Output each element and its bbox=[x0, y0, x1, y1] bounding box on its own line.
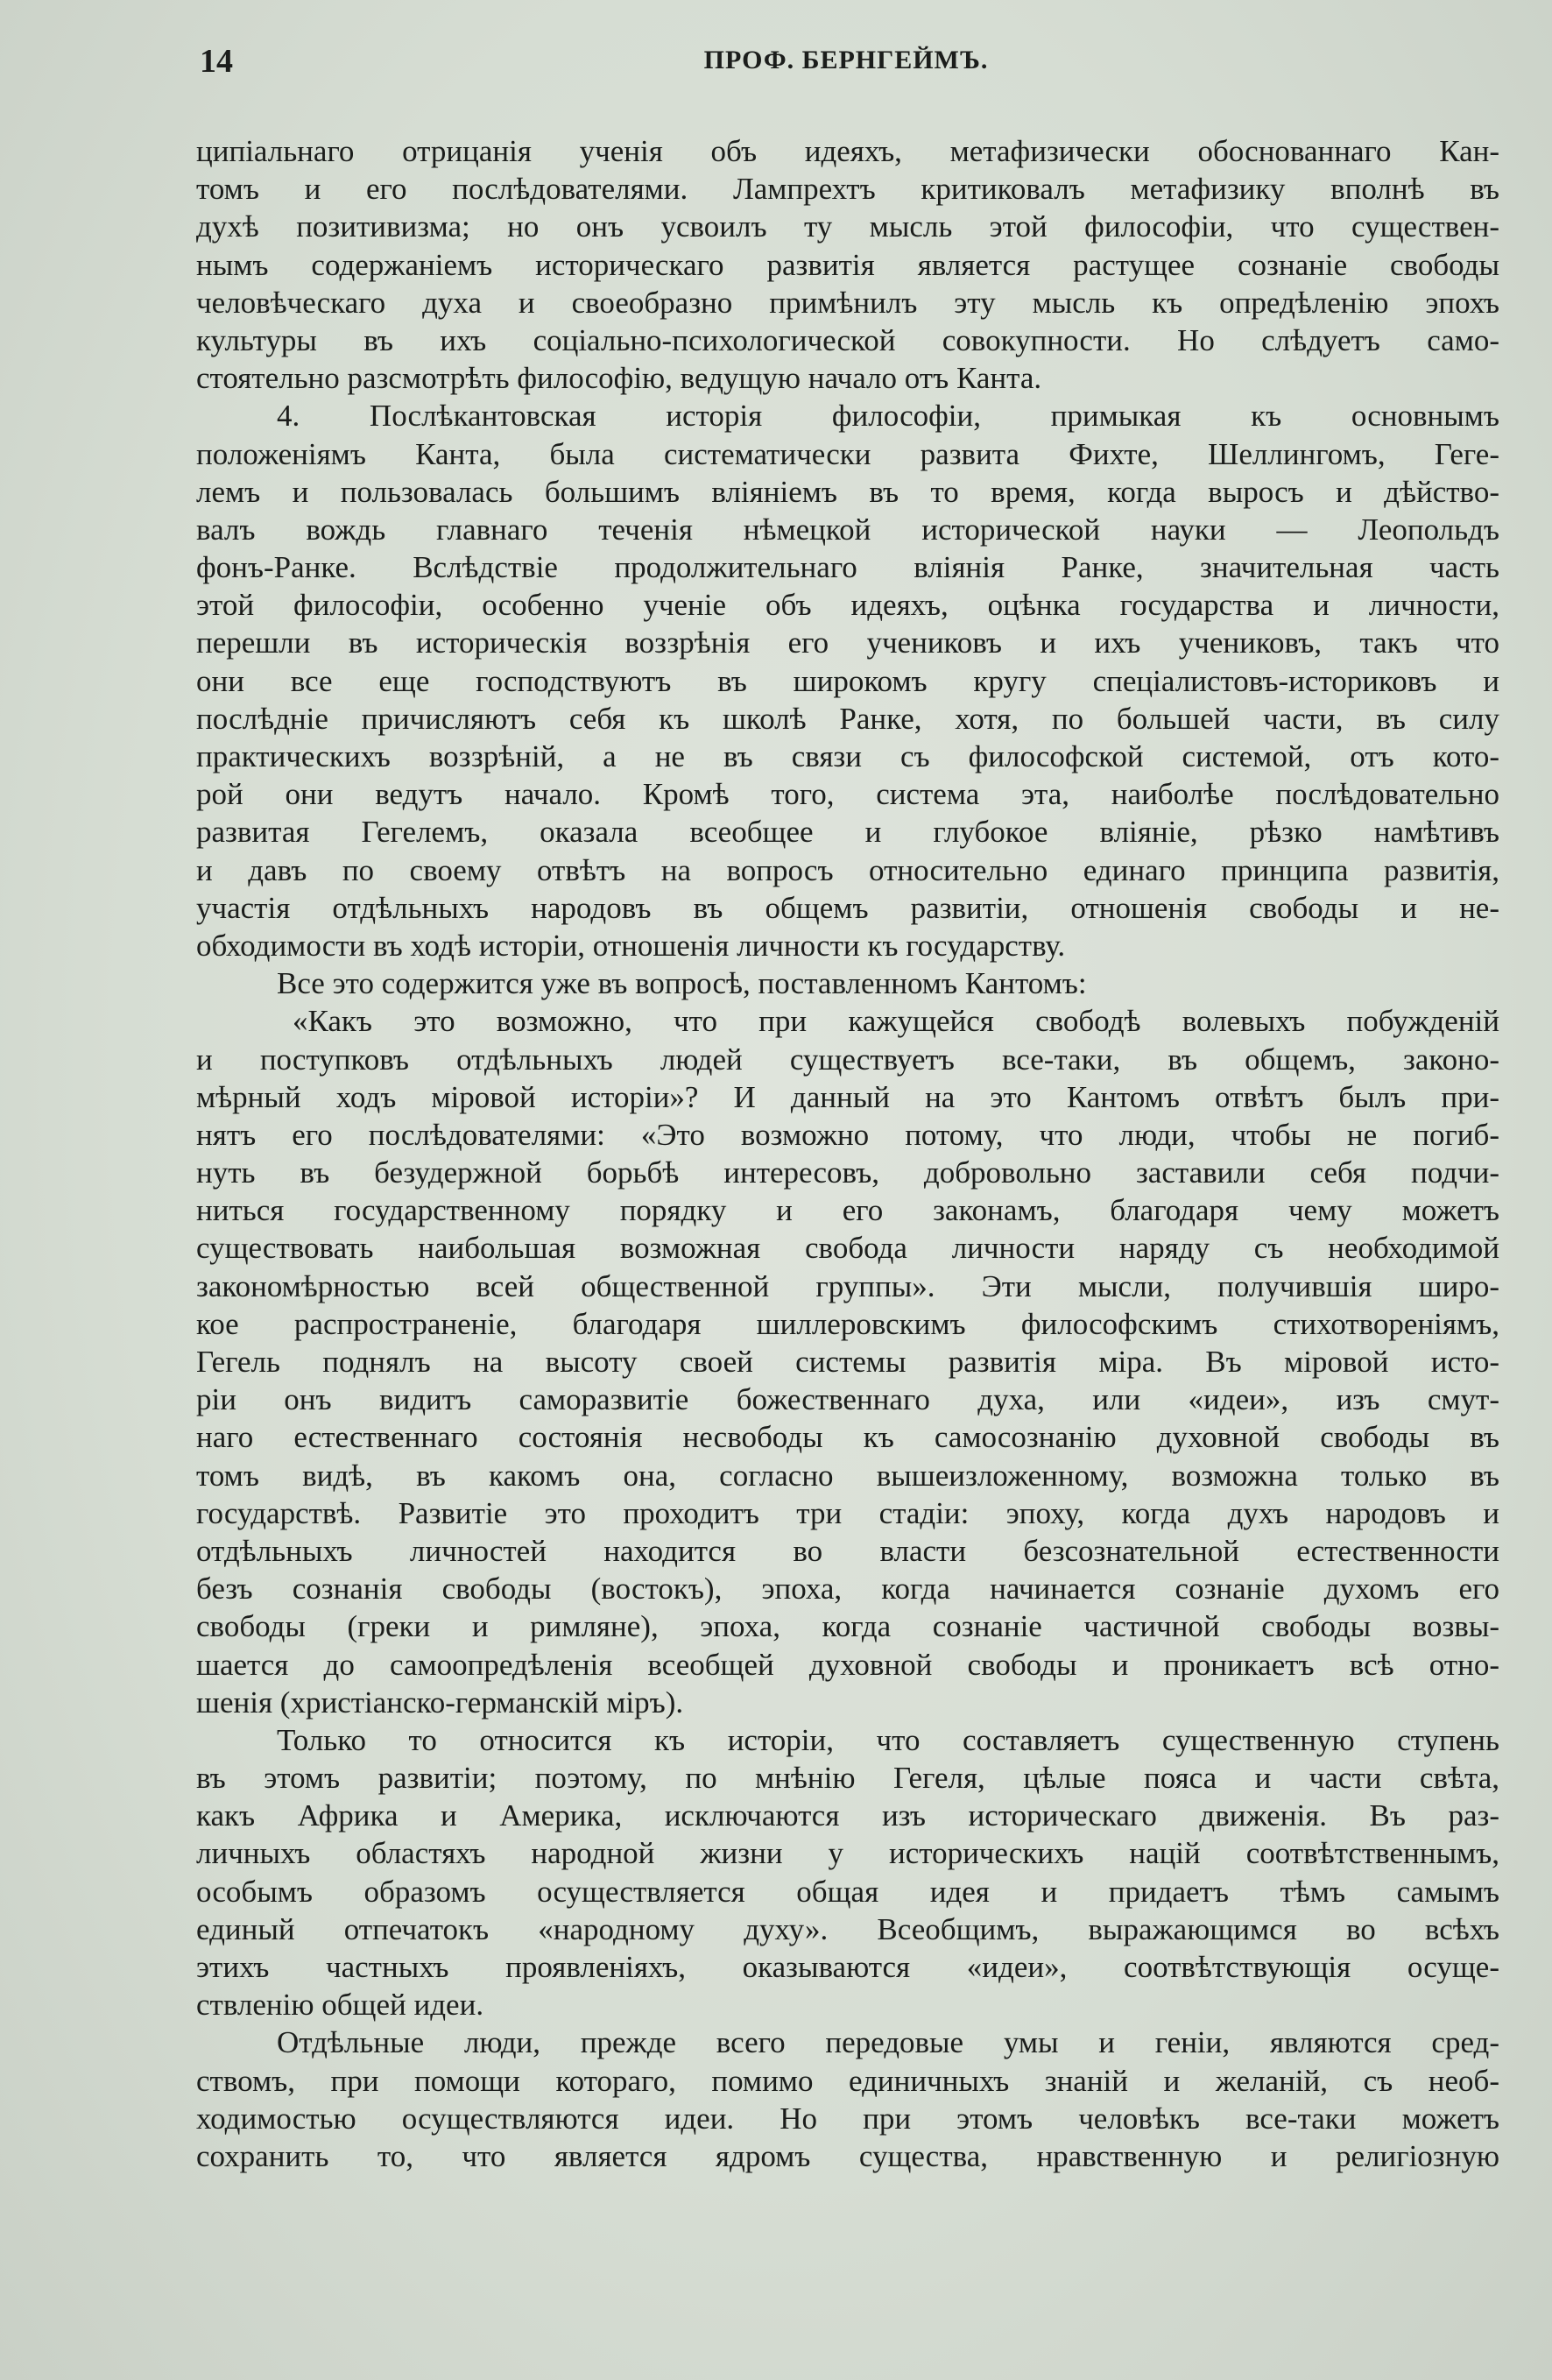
text-line: Гегель поднялъ на высоту своей системы развитія міра. Въ міровой исто- bbox=[196, 1345, 1499, 1379]
text-line: обходимости въ ходѣ исторіи, отношенія личности къ государству. bbox=[196, 928, 1066, 963]
text-line: развитая Гегелемъ, оказала всеобщее и глубокое вліяніе, рѣзко намѣтивъ bbox=[196, 815, 1499, 850]
text-line: кое распространеніе, благодаря шиллеровскимъ философскимъ стихотвореніямъ, bbox=[196, 1306, 1499, 1341]
text-line: Только то относится къ исторіи, что составляетъ существенную ступень bbox=[277, 1722, 1499, 1757]
text-line: валъ вождь главнаго теченія нѣмецкой исторической науки — Леопольдъ bbox=[196, 512, 1499, 547]
paragraph bbox=[196, 397, 1499, 964]
text-line: лемъ и пользовалась большимъ вліяніемъ въ то время, когда выросъ и дѣйство- bbox=[196, 474, 1499, 509]
text-line: рой они ведутъ начало. Кромѣ того, система эта, наиболѣе послѣдовательно bbox=[196, 777, 1499, 812]
text-line: фонъ-Ранке. Вслѣдствіе продолжительнаго вліянія Ранке, значительная часть bbox=[196, 550, 1499, 585]
text-line: «Какъ это возможно, что при кажущейся свободѣ волевыхъ побужденій bbox=[293, 1004, 1499, 1039]
text-line: ствомъ, при помощи котораго, помимо единичныхъ знаній и желаній, съ необ- bbox=[196, 2063, 1499, 2098]
page-number: 14 bbox=[200, 43, 233, 80]
text-line: томъ и его послѣдователями. Лампрехтъ критиковалъ метафизику вполнѣ въ bbox=[196, 172, 1499, 207]
text-line: они все еще господствуютъ въ широкомъ кругу спеціалистовъ-историковъ и bbox=[196, 663, 1499, 698]
paragraph bbox=[196, 132, 1499, 397]
text-line: ципіальнаго отрицанія ученія объ идеяхъ, метафизически обоснованнаго Кан- bbox=[196, 134, 1499, 168]
text-line: единый отпечатокъ «народному духу». Всеобщимъ, выражающимся во всѣхъ bbox=[196, 1911, 1499, 1946]
text-line: отдѣльныхъ личностей находится во власти безсознательной естественности bbox=[196, 1533, 1499, 1568]
text-line: практическихъ воззрѣній, а не въ связи съ философской системой, отъ кото- bbox=[196, 739, 1499, 773]
text-line: положеніямъ Канта, была систематически развита Фихте, Шеллингомъ, Геге- bbox=[196, 436, 1499, 471]
text-line: Отдѣльные люди, прежде всего передовые умы и геніи, являются сред- bbox=[277, 2025, 1499, 2060]
paragraph bbox=[196, 1721, 1499, 2024]
running-head: ПРОФ. БЕРНГЕЙМЪ. bbox=[703, 46, 989, 74]
body-text bbox=[196, 132, 1499, 2175]
text-line: 4. Послѣкантовская исторія философіи, примыкая къ основнымъ bbox=[277, 399, 1499, 434]
text-line: какъ Африка и Америка, исключаются изъ историческаго движенія. Въ раз- bbox=[196, 1798, 1499, 1833]
text-line: закономѣрностью всей общественной группы». Эти мысли, получившія широ- bbox=[196, 1268, 1499, 1303]
text-line: безъ сознанія свободы (востокъ), эпоха, когда начинается сознаніе духомъ его bbox=[196, 1571, 1499, 1607]
text-line: особымъ образомъ осуществляется общая идея и придаетъ тѣмъ самымъ bbox=[196, 1874, 1499, 1909]
text-line: свободы (греки и римляне), эпоха, когда сознаніе частичной свободы возвы- bbox=[196, 1609, 1499, 1644]
paragraph bbox=[196, 964, 1499, 1002]
text-line: этой философіи, особенно ученіе объ идеяхъ, оцѣнка государства и личности, bbox=[196, 588, 1499, 623]
text-line: и давъ по своему отвѣтъ на вопросъ относительно единаго принципа развитія, bbox=[196, 852, 1499, 887]
text-line: этихъ частныхъ проявленіяхъ, оказываются «идеи», соотвѣтствующія осуще- bbox=[196, 1950, 1499, 1984]
paragraph bbox=[196, 2023, 1499, 2175]
text-line: шенія (христіанско-германскій міръ). bbox=[196, 1684, 684, 1720]
text-line: послѣдніе причисляютъ себя къ школѣ Ранке, хотя, по большей части, въ силу bbox=[196, 701, 1499, 736]
text-line: Все это содержится уже въ вопросѣ, поставленномъ Кантомъ: bbox=[277, 966, 1087, 1001]
text-line: духѣ позитивизма; но онъ усвоилъ ту мысль этой философіи, что существен- bbox=[196, 209, 1499, 244]
text-line: личныхъ областяхъ народной жизни у историческихъ націй соотвѣтственнымъ, bbox=[196, 1836, 1499, 1871]
text-line: нятъ его послѣдователями: «Это возможно потому, что люди, чтобы не погиб- bbox=[196, 1117, 1499, 1152]
text-line: въ этомъ развитіи; поэтому, по мнѣнію Гегеля, цѣлые пояса и части свѣта, bbox=[196, 1761, 1499, 1796]
text-line: сохранить то, что является ядромъ существа, нравственную и религіозную bbox=[196, 2138, 1499, 2173]
text-line: перешли въ историческія воззрѣнія его учениковъ и ихъ учениковъ, такъ что bbox=[196, 625, 1499, 660]
paragraph bbox=[196, 1002, 1499, 1721]
text-line: ниться государственному порядку и его законамъ, благодаря чему можетъ bbox=[196, 1193, 1499, 1228]
text-line: наго естественнаго состоянія несвободы къ самосознанію духовной свободы въ bbox=[196, 1420, 1499, 1455]
text-line: ствленію общей идеи. bbox=[196, 1988, 484, 2023]
text-line: участія отдѣльныхъ народовъ въ общемъ развитіи, отношенія свободы и не- bbox=[196, 890, 1499, 925]
text-line: шается до самоопредѣленія всеобщей духовной свободы и проникаетъ всѣ отно- bbox=[196, 1647, 1499, 1682]
text-line: ріи онъ видитъ саморазвитіе божественнаго духа, или «идеи», изъ смут- bbox=[196, 1382, 1499, 1417]
text-line: культуры въ ихъ соціально-психологической совокупности. Но слѣдуетъ само- bbox=[196, 322, 1499, 357]
text-line: существовать наибольшая возможная свобода личности наряду съ необходимой bbox=[196, 1231, 1499, 1266]
text-line: ходимостью осуществляются идеи. Но при этомъ человѣкъ все-таки можетъ bbox=[196, 2101, 1499, 2136]
text-line: нуть въ безудержной борьбѣ интересовъ, добровольно заставили себя подчи- bbox=[196, 1155, 1499, 1190]
text-line: и поступковъ отдѣльныхъ людей существуетъ все-таки, въ общемъ, законо- bbox=[196, 1042, 1499, 1077]
text-line: государствѣ. Развитіе это проходитъ три стадіи: эпоху, когда духъ народовъ и bbox=[196, 1495, 1499, 1530]
text-line: человѣческаго духа и своеобразно примѣнилъ эту мысль къ опредѣленію эпохъ bbox=[196, 285, 1499, 320]
text-line: мѣрный ходъ міровой исторіи»? И данный на это Кантомъ отвѣтъ былъ при- bbox=[196, 1079, 1499, 1114]
text-line: томъ видѣ, въ какомъ она, согласно вышеизложенному, возможна только въ bbox=[196, 1458, 1499, 1493]
text-line: стоятельно разсмотрѣть философію, ведущую начало отъ Канта. bbox=[196, 361, 1042, 396]
text-line: нымъ содержаніемъ историческаго развитія является растущее сознаніе свободы bbox=[196, 247, 1499, 282]
